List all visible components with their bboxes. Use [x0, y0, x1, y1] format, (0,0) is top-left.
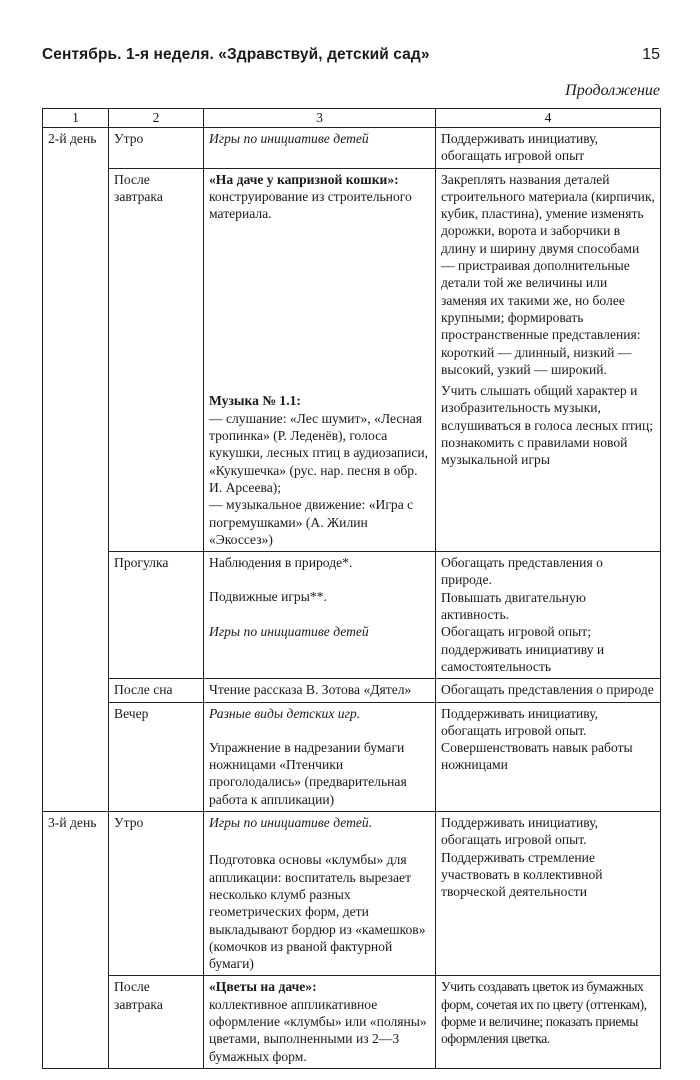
- table-row: [43, 976, 661, 1068]
- goal-cell: Поддерживать инициативу, обогащать игровой опыт: [436, 128, 661, 169]
- goal-cell: [436, 552, 661, 679]
- goal-text: Повышать двигательную активность.: [441, 589, 586, 623]
- activity-text: — слушание: «Лес шумит», «Лесная тропинка» (Р. Леденёв), голоса кукушки, лесных птиц в аудиозаписи, «Кукушечка» (рус. нар. песня в обр. И. Арсеева);: [209, 410, 429, 495]
- activity-text: конструирование из строительного материала.: [209, 188, 412, 222]
- activity-title: Музыка № 1.1:: [209, 393, 301, 409]
- activity-cell: [204, 702, 436, 811]
- goal-text: Совершенствовать навык работы ножницами: [441, 740, 633, 773]
- table-row: [43, 552, 661, 679]
- table-row: [43, 812, 661, 976]
- activity-cell: [204, 812, 436, 976]
- activity-text: коллективное аппликативное оформление «клумбы» или «поляны» цветами, выполненными из 2—3 бумажных форм.: [209, 996, 427, 1064]
- time-cell: Вечер: [109, 702, 204, 811]
- column-header: 2: [109, 109, 204, 128]
- activity-cell: [204, 976, 436, 1068]
- goal-cell: [436, 812, 661, 976]
- goal-cell: [436, 702, 661, 811]
- activity-text: Игры по инициативе детей.: [209, 815, 373, 831]
- continuation-label: Продолжение: [565, 82, 660, 99]
- activity-text: Наблюдения в природе*.: [209, 555, 353, 571]
- table-header-row: [43, 109, 661, 128]
- activity-cell: [204, 552, 436, 679]
- activity-title: «Цветы на даче»:: [209, 979, 317, 995]
- activity-text: Подготовка основы «клумбы» для аппликации: воспитатель вырезает несколько клумб разных геометрических форм, дети выкладывают бордюр из «камешков» (комочков из рваной фактурной бумаги): [209, 852, 426, 972]
- activity-text: Упражнение в надрезании бумаги ножницами «Птенчики проголодались» (предварительная работа к аппликации): [209, 739, 407, 807]
- goal-text: Поддерживать инициативу, обогащать игровой опыт.: [441, 705, 599, 738]
- activity-cell: Игры по инициативе детей: [204, 128, 436, 169]
- activity-text: — музыкальное движение: «Игра с погремушками» (А. Жилин «Экоссез»): [209, 497, 414, 547]
- goal-cell: [436, 168, 661, 552]
- time-cell: Утро: [109, 128, 204, 169]
- goal-text: Учить слышать общий характер и изобразительность музыки, вслушиваться в голоса лесных птиц; познакомить с правилами новой музыкальной игры: [441, 383, 653, 468]
- time-cell: После сна: [109, 679, 204, 702]
- activity-cell: Чтение рассказа В. Зотова «Дятел»: [204, 679, 436, 702]
- column-header: 4: [436, 109, 661, 128]
- activity-text: Игры по инициативе детей: [209, 623, 369, 639]
- table-row: [43, 679, 661, 702]
- day-cell: 3-й день: [43, 812, 109, 1069]
- table-row: [43, 128, 661, 169]
- table-row: [43, 702, 661, 811]
- activity-text: Разные виды детских игр.: [209, 705, 361, 721]
- column-header: 1: [43, 109, 109, 128]
- activity-text: Подвижные игры**.: [209, 589, 327, 605]
- time-cell: После завтрака: [109, 976, 204, 1068]
- time-cell: Утро: [109, 812, 204, 976]
- goal-cell: Обогащать представления о природе: [436, 679, 661, 702]
- goal-cell: Учить создавать цветок из бумажных форм, сочетая их по цвету (оттенкам), форме и величине; показать приемы оформления цветка.: [436, 976, 661, 1068]
- table-row: [43, 168, 661, 552]
- goal-text: Обогащать представления о природе.: [441, 555, 603, 588]
- goal-text: Поддерживать инициативу, обогащать игровой опыт.: [441, 815, 599, 848]
- time-cell: После завтрака: [109, 168, 204, 552]
- activity-title: «На даче у капризной кошки»:: [209, 171, 399, 187]
- goal-text: Обогащать игровой опыт; поддерживать инициативу и самостоятельность: [441, 624, 605, 674]
- activity-cell: [204, 168, 436, 552]
- column-header: 3: [204, 109, 436, 128]
- day-cell: 2-й день: [43, 128, 109, 812]
- running-header: Сентябрь. 1-я неделя. «Здравствуй, детский сад»: [42, 46, 430, 63]
- time-cell: Прогулка: [109, 552, 204, 679]
- goal-text: Поддерживать стремление участвовать в коллективной творческой деятельности: [441, 849, 603, 900]
- page-number: 15: [642, 46, 660, 63]
- schedule-table: [42, 108, 661, 1069]
- goal-text: Закреплять названия деталей строительного материала (кирпичик, кубик, пластина), умение изменять дорожки, ворота и заборчики в длину и ширину двумя способами — пристраивая дополнительные детали той же величины или заменяя их такими же, но более крупными; формировать пространственные представления: короткий — длинный, низкий — высокий, узкий — широкий.: [441, 171, 655, 377]
